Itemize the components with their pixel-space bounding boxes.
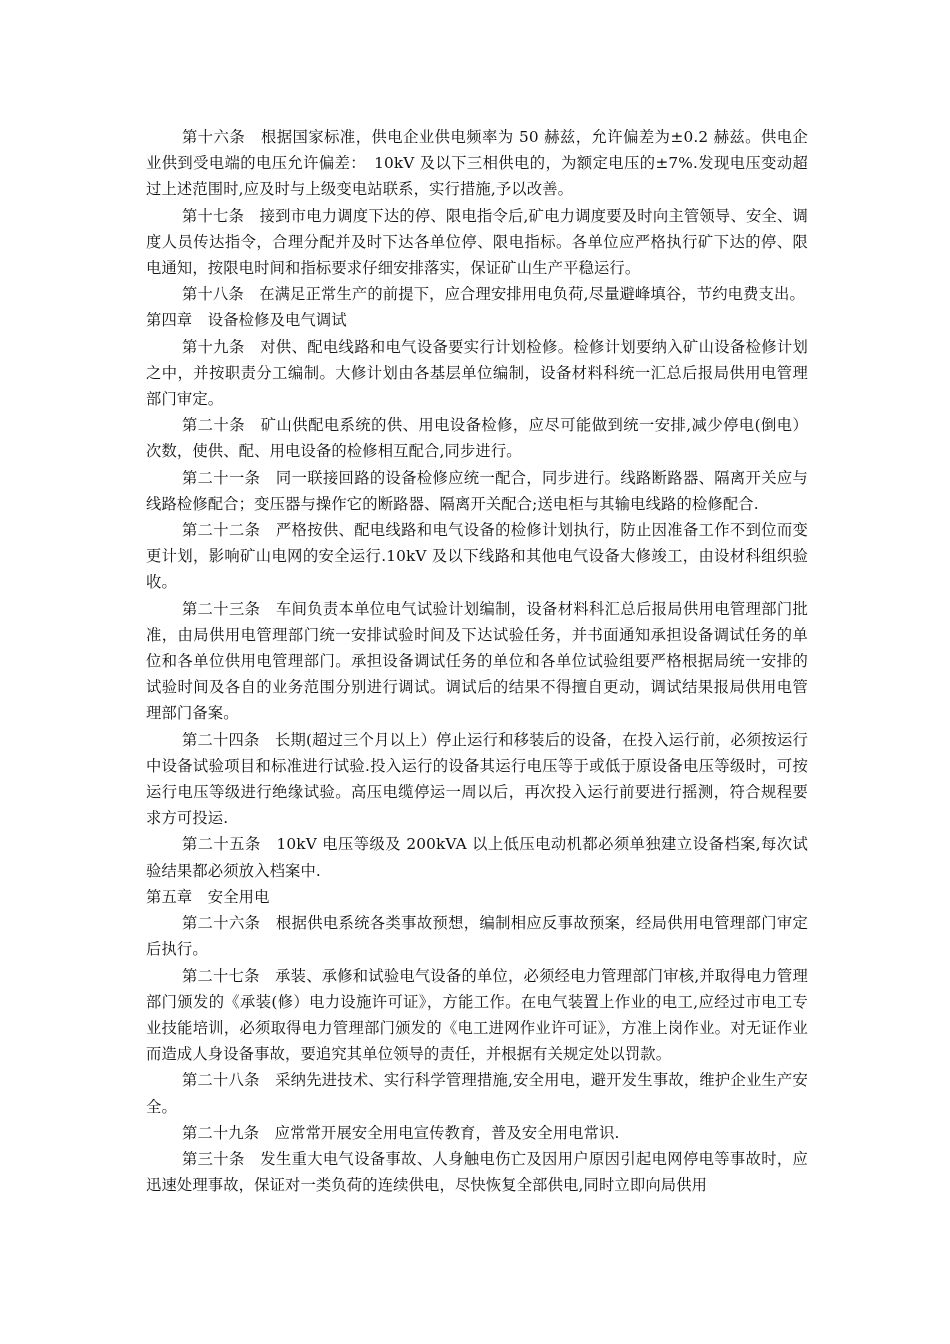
article-28: 第二十八条 采纳先进技术、实行科学管理措施,安全用电，避开发生事故，维护企业生产安全。 [146, 1071, 808, 1116]
article-19: 第十九条 对供、配电线路和电气设备要实行计划检修。检修计划要纳入矿山设备检修计划之中，并按职责分工编制。大修计划由各基层单位编制，设备材料科统一汇总后报局供用电管理部门审定。 [146, 337, 808, 409]
article-30: 第三十条 发生重大电气设备事故、人身触电伤亡及因用户原因引起电网停电等事故时，应迅速处理事故，保证对一类负荷的连续供电，尽快恢复全部供电,同时立即向局供用 [146, 1149, 808, 1195]
article-23: 第二十三条 车间负责本单位电气试验计划编制，设备材料科汇总后报局供用电管理部门批准，由局供用电管理部门统一安排试验时间及下达试验任务，并书面通知承担设备调试任务的单位和各单位供用电管理部门。承担设备调试任务的单位和各单位试验组要严格根据局统一安排的试验时间及各自的业务范围分别进行调试。调试后的结果不得擅自更动，调试结果报局供用电管理部门备案。 [146, 599, 808, 723]
article-26: 第二十六条 根据供电系统各类事故预想，编制相应反事故预案，经局供用电管理部门审定后执行。 [146, 914, 808, 959]
article-16: 第十六条 根据国家标准，供电企业供电频率为 50 赫兹，允许偏差为±0.2 赫兹。供电企业供到受电端的电压允许偏差： 10kV 及以下三相供电的，为额定电压的±7%.发现电压变动超过上述范围时,应及时与上级变电站联系，实行措施,予以改善。 [146, 128, 808, 199]
document-body [146, 124, 808, 1198]
article-27: 第二十七条 承装、承修和试验电气设备的单位，必须经电力管理部门审核,并取得电力管理部门颁发的《承装(修）电力设施许可证》，方能工作。在电气装置上作业的电工,应经过市电工专业技能培训，必须取得电力管理部门颁发的《电工进网作业许可证》，方准上岗作业。对无证作业而造成人身设备事故，要追究其单位领导的责任，并根据有关规定处以罚款。 [146, 966, 808, 1064]
article-18: 第十八条 在满足正常生产的前提下，应合理安排用电负荷,尽量避峰填谷，节约电费支出。 [182, 285, 805, 304]
chapter-4-heading: 第四章 设备检修及电气调试 [146, 311, 347, 330]
article-22: 第二十二条 严格按供、配电线路和电气设备的检修计划执行，防止因准备工作不到位而变更计划，影响矿山电网的安全运行.10kV 及以下线路和其他电气设备大修竣工，由设材科组织验收。 [146, 521, 808, 592]
article-17: 第十七条 接到市电力调度下达的停、限电指令后,矿电力调度要及时向主管领导、安全、调度人员传达指令，合理分配并及时下达各单位停、限电指标。各单位应严格执行矿下达的停、限电通知，按限电时间和指标要求仔细安排落实，保证矿山生产平稳运行。 [146, 206, 808, 278]
chapter-5-heading: 第五章 安全用电 [146, 887, 270, 906]
article-20: 第二十条 矿山供配电系统的供、用电设备检修，应尽可能做到统一安排,减少停电(倒电）次数，使供、配、用电设备的检修相互配合,同步进行。 [146, 416, 808, 461]
article-25: 第二十五条 10kV 电压等级及 200kVA 以上低压电动机都必须单独建立设备档案,每次试验结果都必须放入档案中. [146, 835, 808, 880]
article-24: 第二十四条 长期(超过三个月以上）停止运行和移装后的设备，在投入运行前，必须按运行中设备试验项目和标准进行试验.投入运行的设备其运行电压等于或低于原设备电压等级时，可按运行电压等级进行绝缘试验。高压电缆停运一周以后，再次投入运行前要进行摇测，符合规程要求方可投运. [146, 730, 808, 828]
article-21: 第二十一条 同一联接回路的设备检修应统一配合，同步进行。线路断路器、隔离开关应与线路检修配合；变压器与操作它的断路器、隔离开关配合;送电柜与其输电线路的检修配合. [146, 468, 808, 513]
article-29: 第二十九条 应常常开展安全用电宣传教育，普及安全用电常识. [182, 1123, 620, 1142]
